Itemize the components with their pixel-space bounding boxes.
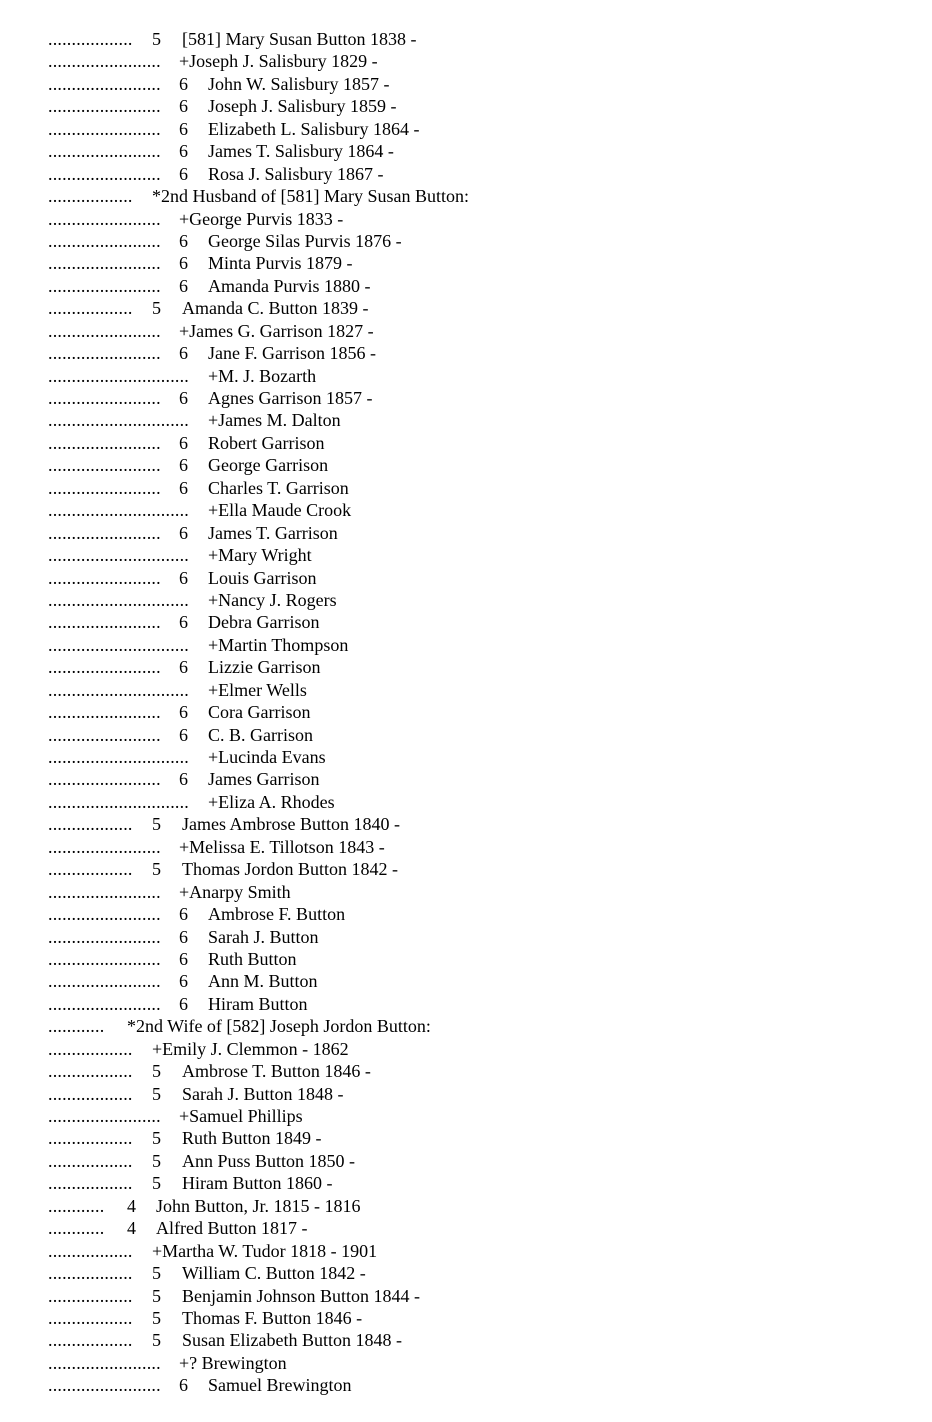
report-line — [0, 1217, 932, 1239]
report-line — [0, 1172, 932, 1194]
spouse-entry: +James M. Dalton — [208, 410, 341, 431]
person-entry: Sarah J. Button 1848 - — [182, 1083, 344, 1104]
generation-number: 5 — [152, 29, 161, 49]
report-line — [0, 611, 932, 633]
leader-dots: .................. — [48, 1240, 133, 1261]
generation-number: 6 — [179, 926, 188, 947]
spouse-entry: +? Brewington — [179, 1352, 287, 1373]
person-entry: James Ambrose Button 1840 - — [182, 814, 400, 835]
report-line — [0, 903, 932, 925]
report-line — [0, 1262, 932, 1284]
generation-number: 6 — [179, 477, 188, 498]
report-line — [0, 185, 932, 207]
spouse-entry: +James G. Garrison 1827 - — [179, 320, 374, 341]
report-line — [0, 95, 932, 117]
generation-number: 4 — [127, 1218, 136, 1239]
person-entry: Sarah J. Button — [208, 926, 319, 947]
generation-number: 5 — [152, 1263, 161, 1284]
person-entry: Benjamin Johnson Button 1844 - — [182, 1285, 420, 1306]
leader-dots: ........................ — [48, 612, 161, 633]
person-entry: John Button, Jr. 1815 - 1816 — [156, 1195, 361, 1216]
leader-dots: .................. — [48, 186, 133, 207]
spouse-entry: +Anarpy Smith — [179, 881, 291, 902]
generation-number: 6 — [179, 455, 188, 476]
generation-number: 6 — [179, 993, 188, 1014]
generation-number: 5 — [152, 1083, 161, 1104]
generation-number: 5 — [152, 298, 161, 319]
person-entry: Ambrose F. Button — [208, 904, 346, 925]
person-entry: William C. Button 1842 - — [182, 1263, 366, 1284]
report-line — [0, 679, 932, 701]
report-line — [0, 275, 932, 297]
report-line — [0, 28, 932, 50]
leader-dots: ........................ — [48, 881, 161, 902]
leader-dots: ........................ — [48, 836, 161, 857]
spouse-entry: +Nancy J. Rogers — [208, 589, 337, 610]
generation-number: 6 — [179, 657, 188, 678]
person-entry: George Garrison — [208, 455, 329, 476]
leader-dots: .............................. — [48, 634, 189, 655]
spouse-entry: *2nd Wife of [582] Joseph Jordon Button: — [127, 1016, 431, 1037]
leader-dots: .................. — [48, 1038, 133, 1059]
generation-number: 6 — [179, 230, 188, 251]
leader-dots: ........................ — [48, 253, 161, 274]
person-entry: Rosa J. Salisbury 1867 - — [208, 163, 384, 184]
leader-dots: ........................ — [48, 993, 161, 1014]
report-line — [0, 1105, 932, 1127]
report-line — [0, 1150, 932, 1172]
person-entry: James Garrison — [208, 769, 320, 790]
generation-number: 6 — [179, 522, 188, 543]
report-line — [0, 1195, 932, 1217]
leader-dots: .............................. — [48, 747, 189, 767]
report-line — [0, 1329, 932, 1351]
report-line — [0, 1374, 932, 1396]
report-line — [0, 970, 932, 992]
person-entry: Robert Garrison — [208, 432, 325, 453]
leader-dots: .................. — [48, 1128, 133, 1149]
spouse-entry: *2nd Husband of [581] Mary Susan Button: — [152, 186, 469, 207]
spouse-entry: +Elmer Wells — [208, 679, 307, 700]
spouse-entry: +Lucinda Evans — [208, 747, 326, 767]
person-entry: Charles T. Garrison — [208, 477, 349, 498]
person-entry: Alfred Button 1817 - — [156, 1218, 308, 1239]
leader-dots: ........................ — [48, 275, 161, 296]
report-line — [0, 320, 932, 342]
leader-dots: ........................ — [48, 904, 161, 925]
person-entry: Louis Garrison — [208, 567, 317, 588]
generation-number: 6 — [179, 612, 188, 633]
spouse-entry: +Martha W. Tudor 1818 - 1901 — [152, 1240, 378, 1261]
leader-dots: .............................. — [48, 791, 189, 812]
generation-number: 5 — [152, 1061, 161, 1082]
report-line — [0, 454, 932, 476]
person-entry: Cora Garrison — [208, 702, 311, 723]
leader-dots: ........................ — [48, 1352, 161, 1373]
generation-number: 6 — [179, 948, 188, 969]
generation-number: 5 — [152, 1307, 161, 1328]
leader-dots: ........................ — [48, 477, 161, 498]
report-line — [0, 342, 932, 364]
report-line — [0, 544, 932, 566]
person-entry: Minta Purvis 1879 - — [208, 253, 353, 274]
spouse-entry: +Melissa E. Tillotson 1843 - — [179, 836, 385, 857]
generation-number: 5 — [152, 1150, 161, 1171]
leader-dots: ........................ — [48, 141, 161, 162]
generation-number: 6 — [179, 343, 188, 364]
report-line — [0, 365, 932, 387]
leader-dots: .................. — [48, 859, 133, 880]
leader-dots: ........................ — [48, 948, 161, 969]
report-line — [0, 656, 932, 678]
generation-number: 6 — [179, 769, 188, 790]
leader-dots: .............................. — [48, 365, 189, 386]
leader-dots: ............ — [48, 1016, 105, 1037]
person-entry: Thomas F. Button 1846 - — [182, 1307, 363, 1328]
generation-number: 5 — [152, 1128, 161, 1149]
leader-dots: .................. — [48, 1307, 133, 1328]
report-line — [0, 50, 932, 72]
person-entry: Elizabeth L. Salisbury 1864 - — [208, 118, 420, 139]
report-line — [0, 477, 932, 499]
report-line — [0, 1127, 932, 1149]
person-entry: Debra Garrison — [208, 612, 320, 633]
leader-dots: ........................ — [48, 724, 161, 745]
report-line — [0, 634, 932, 656]
report-line — [0, 858, 932, 880]
leader-dots: ........................ — [48, 455, 161, 476]
leader-dots: ........................ — [48, 657, 161, 678]
report-line — [0, 387, 932, 409]
report-line — [0, 567, 932, 589]
report-line — [0, 813, 932, 835]
leader-dots: .................. — [48, 1083, 133, 1104]
generation-number: 4 — [127, 1195, 136, 1216]
leader-dots: ............ — [48, 1218, 105, 1239]
person-entry: Ruth Button — [208, 948, 297, 969]
generation-number: 6 — [179, 567, 188, 588]
generation-number: 6 — [179, 253, 188, 274]
leader-dots: .................. — [48, 1285, 133, 1306]
leader-dots: .............................. — [48, 589, 189, 610]
spouse-entry: +Samuel Phillips — [179, 1106, 303, 1126]
leader-dots: ........................ — [48, 343, 161, 364]
person-entry: C. B. Garrison — [208, 724, 313, 745]
report-line — [0, 140, 932, 162]
person-entry: Susan Elizabeth Button 1848 - — [182, 1330, 402, 1351]
report-line — [0, 297, 932, 319]
leader-dots: ........................ — [48, 388, 161, 408]
generation-number: 5 — [152, 1173, 161, 1194]
person-entry: Amanda Purvis 1880 - — [208, 275, 371, 296]
leader-dots: .................. — [48, 29, 133, 49]
person-entry: Amanda C. Button 1839 - — [182, 298, 369, 319]
report-line — [0, 73, 932, 95]
generation-number: 6 — [179, 73, 188, 94]
generation-number: 6 — [179, 724, 188, 745]
leader-dots: .............................. — [48, 500, 189, 521]
report-line — [0, 948, 932, 970]
person-entry: Joseph J. Salisbury 1859 - — [208, 96, 397, 117]
person-entry: Ambrose T. Button 1846 - — [182, 1061, 371, 1082]
person-entry: James T. Garrison — [208, 522, 338, 543]
leader-dots: ........................ — [48, 208, 161, 229]
leader-dots: .................. — [48, 1061, 133, 1082]
report-line — [0, 1015, 932, 1037]
spouse-entry: +Emily J. Clemmon - 1862 — [152, 1038, 349, 1059]
generation-number: 6 — [179, 275, 188, 296]
leader-dots: ........................ — [48, 230, 161, 251]
leader-dots: ........................ — [48, 51, 161, 72]
report-line — [0, 1083, 932, 1105]
person-entry: Hiram Button 1860 - — [182, 1173, 333, 1194]
descendant-report — [0, 28, 932, 1397]
spouse-entry: +Eliza A. Rhodes — [208, 791, 335, 812]
person-entry: Ann Puss Button 1850 - — [182, 1150, 356, 1171]
person-entry: George Silas Purvis 1876 - — [208, 230, 402, 251]
generation-number: 6 — [179, 141, 188, 162]
generation-number: 5 — [152, 1285, 161, 1306]
leader-dots: .............................. — [48, 679, 189, 700]
leader-dots: ........................ — [48, 769, 161, 790]
report-line — [0, 768, 932, 790]
report-line — [0, 724, 932, 746]
person-entry: Agnes Garrison 1857 - — [208, 388, 373, 408]
report-line — [0, 118, 932, 140]
report-line — [0, 230, 932, 252]
leader-dots: ........................ — [48, 567, 161, 588]
leader-dots: ........................ — [48, 118, 161, 139]
leader-dots: ........................ — [48, 73, 161, 94]
generation-number: 6 — [179, 971, 188, 992]
report-line — [0, 836, 932, 858]
leader-dots: .................. — [48, 298, 133, 319]
person-entry: Ruth Button 1849 - — [182, 1128, 322, 1149]
person-entry: James T. Salisbury 1864 - — [208, 141, 394, 162]
generation-number: 6 — [179, 904, 188, 925]
report-line — [0, 881, 932, 903]
spouse-entry: +Joseph J. Salisbury 1829 - — [179, 51, 378, 72]
person-entry: Hiram Button — [208, 993, 308, 1014]
spouse-entry: +Ella Maude Crook — [208, 500, 352, 521]
leader-dots: ........................ — [48, 1375, 161, 1396]
report-line — [0, 208, 932, 230]
spouse-entry: +M. J. Bozarth — [208, 365, 317, 386]
report-line — [0, 993, 932, 1015]
generation-number: 5 — [152, 1330, 161, 1351]
report-line — [0, 926, 932, 948]
generation-number: 6 — [179, 1375, 188, 1396]
generation-number: 6 — [179, 432, 188, 453]
leader-dots: ............ — [48, 1195, 105, 1216]
person-entry: Ann M. Button — [208, 971, 318, 992]
leader-dots: .................. — [48, 1173, 133, 1194]
leader-dots: ........................ — [48, 702, 161, 723]
report-line — [0, 791, 932, 813]
report-line — [0, 522, 932, 544]
report-line — [0, 1060, 932, 1082]
report-line — [0, 589, 932, 611]
leader-dots: .................. — [48, 1330, 133, 1351]
person-entry: Lizzie Garrison — [208, 657, 321, 678]
report-line — [0, 1285, 932, 1307]
person-entry: [581] Mary Susan Button 1838 - — [182, 29, 417, 49]
person-entry: Thomas Jordon Button 1842 - — [182, 859, 398, 880]
leader-dots: ........................ — [48, 1106, 161, 1126]
report-line — [0, 499, 932, 521]
report-line — [0, 163, 932, 185]
report-line — [0, 701, 932, 723]
leader-dots: ........................ — [48, 522, 161, 543]
report-line — [0, 432, 932, 454]
spouse-entry: +Mary Wright — [208, 545, 312, 566]
report-line — [0, 1307, 932, 1329]
person-entry: Jane F. Garrison 1856 - — [208, 343, 377, 364]
generation-number: 6 — [179, 702, 188, 723]
generation-number: 6 — [179, 96, 188, 117]
spouse-entry: +Martin Thompson — [208, 634, 349, 655]
leader-dots: ........................ — [48, 971, 161, 992]
spouse-entry: +George Purvis 1833 - — [179, 208, 344, 229]
leader-dots: .................. — [48, 1150, 133, 1171]
leader-dots: ........................ — [48, 96, 161, 117]
report-line — [0, 409, 932, 431]
leader-dots: .............................. — [48, 410, 189, 431]
generation-number: 6 — [179, 163, 188, 184]
leader-dots: .................. — [48, 814, 133, 835]
report-line — [0, 1240, 932, 1262]
report-line — [0, 252, 932, 274]
leader-dots: ........................ — [48, 163, 161, 184]
person-entry: John W. Salisbury 1857 - — [208, 73, 390, 94]
report-line — [0, 746, 932, 768]
leader-dots: ........................ — [48, 926, 161, 947]
generation-number: 5 — [152, 814, 161, 835]
report-line — [0, 1352, 932, 1374]
person-entry: Samuel Brewington — [208, 1375, 352, 1396]
leader-dots: ........................ — [48, 432, 161, 453]
report-line — [0, 1038, 932, 1060]
leader-dots: ........................ — [48, 320, 161, 341]
leader-dots: .............................. — [48, 545, 189, 566]
generation-number: 6 — [179, 388, 188, 408]
generation-number: 5 — [152, 859, 161, 880]
leader-dots: .................. — [48, 1263, 133, 1284]
generation-number: 6 — [179, 118, 188, 139]
